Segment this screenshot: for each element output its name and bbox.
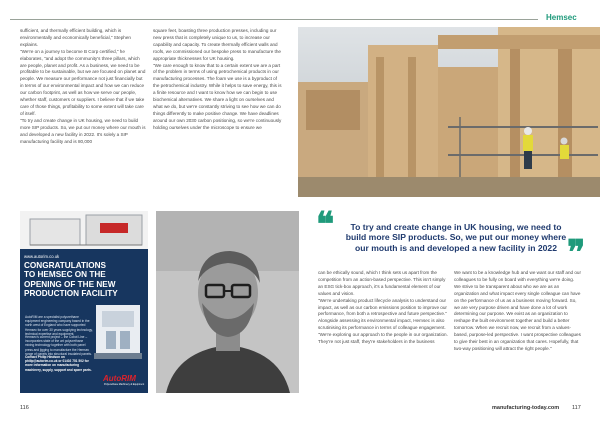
portrait-illustration (156, 211, 299, 393)
header-brand: Hemsec (546, 13, 577, 22)
pull-quote: To try and create change in UK housing, we need to build more SIP products. So, we put our money where our mouth is and developed a new facility in 2022 (345, 222, 567, 253)
advert-headline: CONGRATULATIONS TO HEMSEC ON THE OPENING OF THE NEW PRODUCTION FACILITY (24, 261, 118, 298)
autorim-tagline: Polyurethane Machinery & Equipment (104, 383, 145, 386)
quote-close-mark: ❞ (567, 233, 586, 273)
autorim-advert[interactable] (20, 211, 148, 393)
article-column-4: We want to be a knowledge hub and we want our staff and our colleagues to be fully on board with everything we're doing. We strive to be transparent about who we are as an organization and what impact every single colleague can have on the performance of us as a business moving forward. So, we are very purpose driven and have done a lot of work determining our purpose. We exist as an organization to reshape the built environment together and build a better tomorrow. When we recruit now, we recruit from a values-based, purpose-led perspective. I want prospective colleagues to give their best in an organization that cares. Hopefully, that two-way positioning will attract the right people." (454, 270, 582, 351)
advert-paragraph-2: Hemsec's current project – the Cobot Line – incorporates state of the art polyurethane mixing technology together with both panel press and jigging to manufacture the Hemsec range of panels into structural insulated panels. (25, 335, 92, 356)
header-rule (10, 19, 538, 20)
advert-paragraph-1: AutoRIM are a specialist polyurethane equipment engineering company based in the north west of England who have supported Hemsec for over 30 years supplying technology, technical expertise and equipment. (25, 315, 93, 336)
advert-url[interactable]: www.autorim.co.uk (24, 254, 60, 259)
advert-machine-image (90, 301, 146, 363)
construction-photo (298, 27, 600, 197)
footer-site-url[interactable]: manufacturing-today.com (492, 405, 560, 411)
portrait-photo (156, 211, 299, 393)
factory-machine-image (20, 211, 148, 249)
page-number-left: 116 (20, 405, 29, 411)
article-column-1: sufficient, and thermally efficient building, which is environmentally and economically beneficial," Stephen explains. "We're on a journey to become B Corp certified," he elaborates, "and adopt the community's three pillars, which are people, planet and profit. As a business, we need to be profitable to be sustainable, but we are focused on planet and people. We measure our performance not just financially but in terms of our environmental impact and how we can reduce our carbon footprint, as well as how we serve our people, whether staff, customers or suppliers. I believe that if we take care of those things, profitability to some extent will take care of itself. "To try and create change in UK housing, we need to build more SIP products. So, we put our money where our mouth is and developed a new facility in 2022. It's solely a SIP manufacturing facility and is 80,000 (20, 28, 146, 144)
quote-open-mark: ❝ (316, 205, 335, 245)
construction-photo-illustration (298, 27, 600, 197)
advert-header-image (20, 211, 148, 249)
page-number-right: 117 (572, 405, 581, 411)
advert-contact: Contact Philip Hindson on philip@autorim.co.uk or 01402 751 502 for more information on manufacturing machinery, supply, support and spare parts. (25, 355, 92, 372)
article-column-3: can be ethically sound, which I think sets us apart from the competition from an action-based perspective. This isn't simply an ESG tick-box approach, it's a fundamental element of our values and vision. "We're undertaking product lifecycle analysis to understand our impact, as well as our carbon emissions position to improve our performance, from both a retrospective and future perspective." Alongside assessing its environmental impact, Hemsec is also scrutinising its performance in terms of colleague engagement. "We're exploring our approach to the people in our organization. They're not just staff, they're stakeholders in the business (318, 270, 448, 345)
autorim-logo: AutoRIM (103, 374, 136, 383)
mixing-machine-icon (90, 301, 146, 363)
article-column-2: square feet, boasting three production presses, including our new press that is completely unique to us, to increase our capability and capacity. To create thermally efficient walls and roofs, we commissioned our bespoke press to manufacture the appropriate thicknesses for UK housing. "We care enough to know that to a certain extent we are a part of the problem in terms of using petrochemical products in our manufacturing processes. The foam we use is a byproduct of the petrochemical industry. While it helps to save energy, this is a finite resource and I want to know how we can begin to use biochemical alternatives. We share a light on ourselves and what we do, but we're constantly striving to see how we can do things differently to make positive change. We have deadlines around our own 2030 carbon positioning, so we're continuously holding ourselves under the microscope to ensure we (153, 28, 282, 130)
